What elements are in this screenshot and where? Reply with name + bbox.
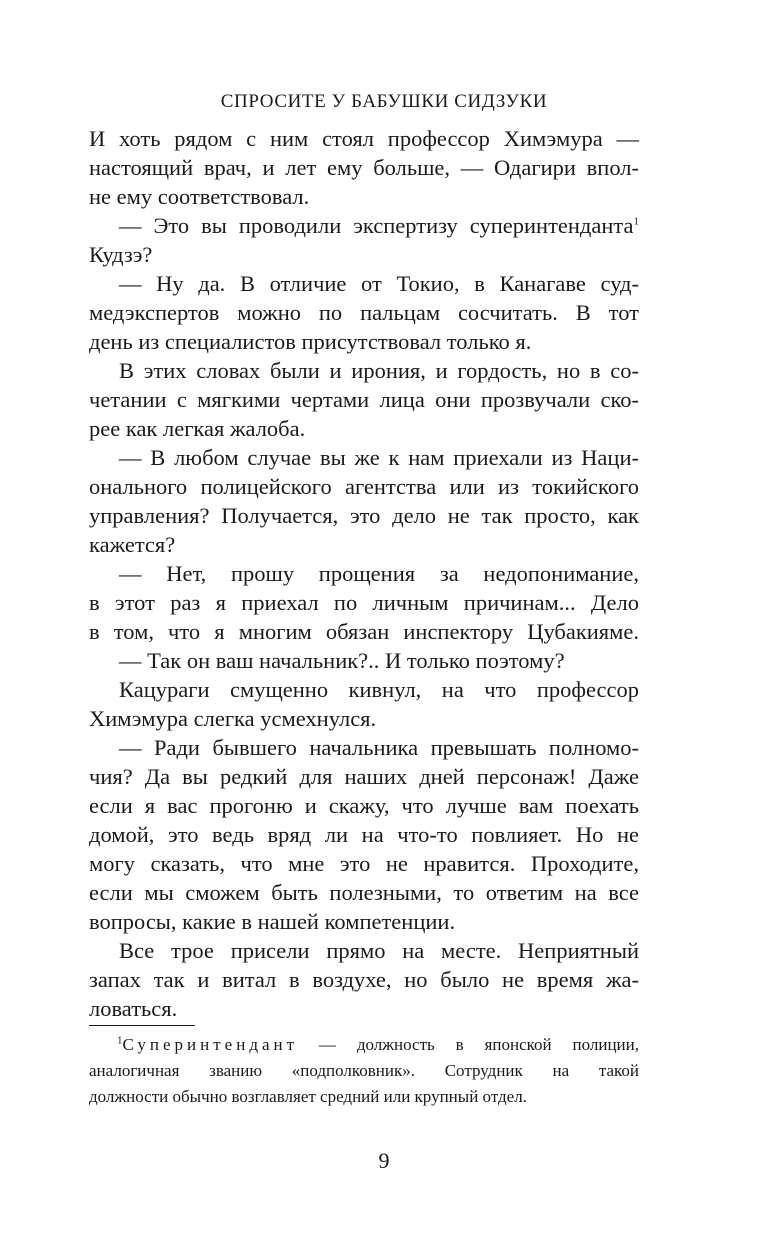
page-number: 9: [378, 1148, 390, 1173]
text-line: кажется?: [89, 532, 176, 557]
footnote-marker: 1: [633, 215, 639, 228]
text-line: если мы сможем быть полезными, то ответим на все: [89, 880, 639, 905]
text-line: могу сказать, что мне это не нравится. Проходите,: [89, 851, 639, 876]
text-line: медэкспертов можно по пальцам сосчитать. В тот: [89, 300, 639, 325]
text-line: не ему соответствовал.: [89, 184, 310, 209]
footnote: [89, 1032, 639, 1110]
footnote-line: аналогичная званию «подполковник». Сотрудник на такой: [89, 1061, 639, 1080]
text-line: Кудзэ?: [89, 242, 153, 267]
text-line: день из специалистов присутствовал только я.: [89, 329, 532, 354]
text-line: управления? Получается, это дело не так просто, как: [89, 503, 639, 528]
footnote-divider: [89, 1025, 195, 1026]
text-line: четании с мягкими чертами лица они прозвучали ско-: [89, 387, 639, 412]
text-line: если я вас прогоню и скажу, что лучше вам поехать: [89, 793, 639, 818]
text-line: Все трое присели прямо на месте. Неприятный: [119, 938, 639, 963]
footnote-definition: — должность в японской полиции,: [298, 1035, 639, 1054]
text-line: — В любом случае вы же к нам приехали из Наци-: [119, 445, 639, 470]
text-line: онального полицейского агентства или из токийского: [89, 474, 639, 499]
text-line: Химэмура слегка усмехнулся.: [89, 706, 377, 731]
text-line: — Нет, прошу прощения за недопонимание,: [119, 561, 639, 586]
text-line: ловаться.: [89, 996, 178, 1021]
text-line: — Ну да. В отличие от Токио, в Канагаве суд-: [119, 271, 639, 296]
text-line: вопросы, какие в нашей компетенции.: [89, 909, 456, 934]
text-line: Кацураги смущенно кивнул, на что профессор: [119, 677, 639, 702]
text-line: в этот раз я приехал по личным причинам... Дело: [89, 590, 639, 615]
text-line: — Ради бывшего начальника превышать полномо-: [119, 735, 639, 760]
text-line: настоящий врач, и лет ему больше, — Одагири впол-: [89, 155, 639, 180]
running-head: СПРОСИТЕ У БАБУШКИ СИДЗУКИ: [220, 91, 548, 112]
footnote-line: должности обычно возглавляет средний или крупный отдел.: [89, 1087, 527, 1106]
text-line: запах так и витал в воздухе, но было не время жа-: [89, 967, 639, 992]
main-text: [89, 124, 639, 1023]
text-line: И хоть рядом с ним стоял профессор Химэмура —: [89, 126, 639, 151]
text-line: рее как легкая жалоба.: [89, 416, 306, 441]
text-line: в том, что я многим обязан инспектору Цубакияме.: [89, 619, 639, 644]
text-line-content: — Это вы проводили экспертизу суперинтенданта: [119, 213, 634, 238]
text-line: — Так он ваш начальник?.. И только поэтому?: [119, 648, 565, 673]
footnote-line: [89, 1032, 639, 1058]
text-line: домой, это ведь вряд ли на что-то повлияет. Но не: [89, 822, 639, 847]
text-line: [89, 211, 639, 240]
footnote-number: 1: [117, 1034, 123, 1047]
footnote-term: Суперинтендант: [122, 1035, 299, 1054]
text-line: В этих словах были и ирония, и гордость, но в со-: [119, 358, 639, 383]
text-line: чия? Да вы редкий для наших дней персонаж! Даже: [89, 764, 639, 789]
